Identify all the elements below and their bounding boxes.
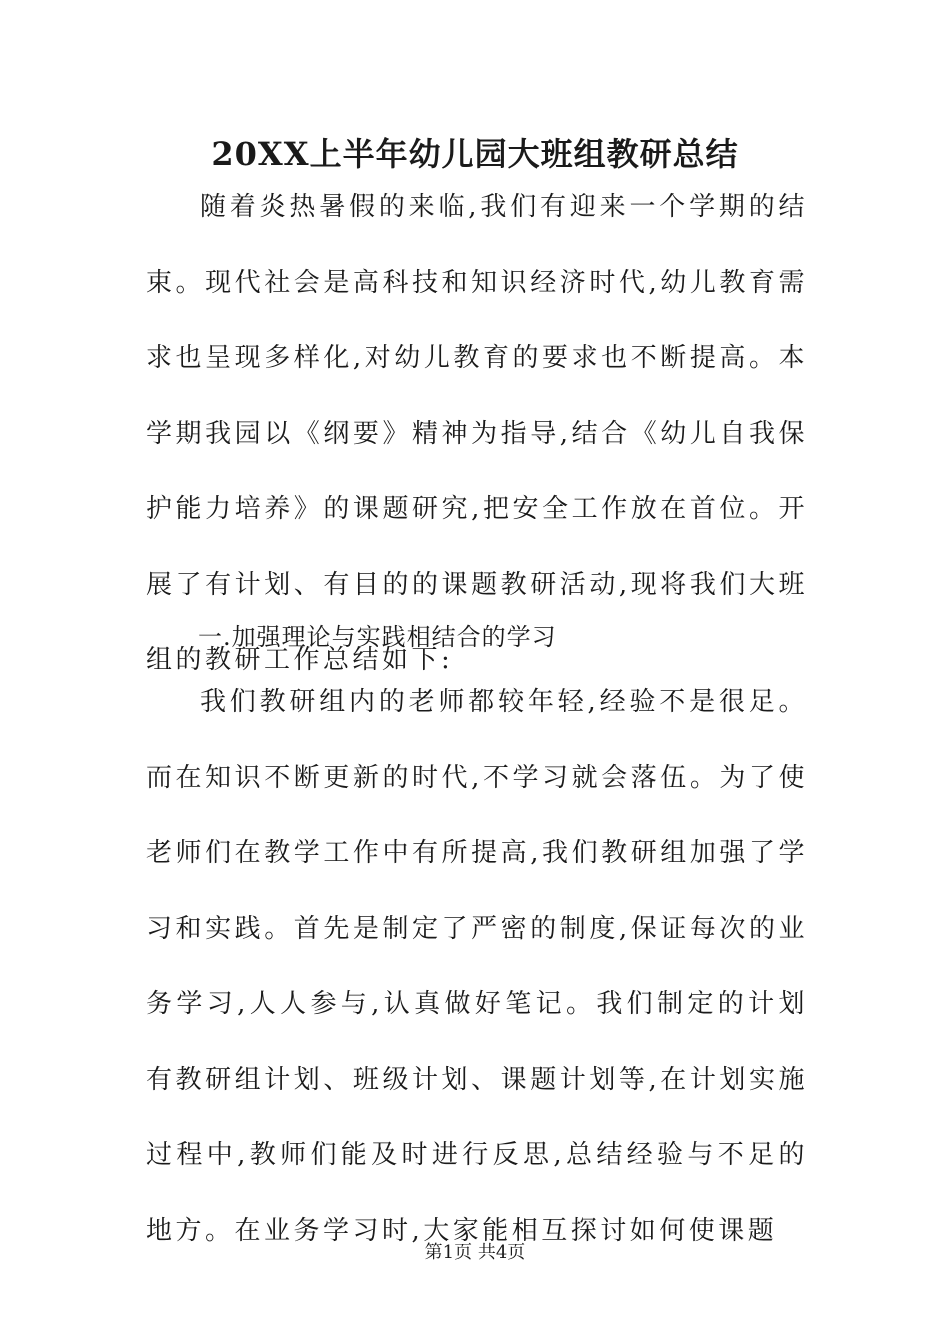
- page-footer: 第1页 共4页: [424, 1242, 526, 1263]
- intro-paragraph: 随着炎热暑假的来临,我们有迎来一个学期的结束。现代社会是高科技和知识经济时代,幼儿教育需求也呈现多样化,对幼儿教育的要求也不断提高。本学期我园以《纲要》精神为指导,结合《幼儿自我保护能力培养》的课题研究,把安全工作放在首位。开展了有计划、有目的的课题教研活动,现将我们大班组的教研工作总结如下:: [146, 192, 808, 675]
- document-title: 20XX上半年幼儿园大班组教研总结: [211, 135, 739, 173]
- body-paragraph: 我们教研组内的老师都较年轻,经验不是很足。而在知识不断更新的时代,不学习就会落伍。为了使老师们在教学工作中有所提高,我们教研组加强了学习和实践。首先是制定了严密的制度,保证每次的业务学习,人人参与,认真做好笔记。我们制定的计划有教研组计划、班级计划、课题计划等,在计划实施过程中,教师们能及时进行反思,总结经验与不足的地方。在业务学习时,大家能相互探讨如何使课题: [146, 687, 808, 1246]
- section-heading: 一.加强理论与实践相结合的学习: [198, 623, 557, 651]
